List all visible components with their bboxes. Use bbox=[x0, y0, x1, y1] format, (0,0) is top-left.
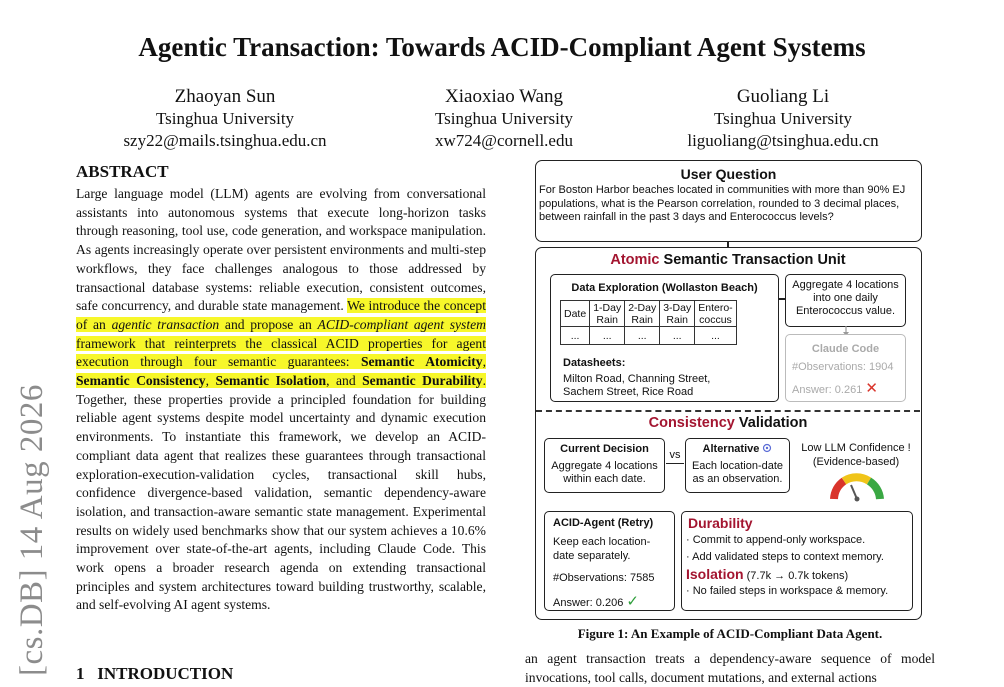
claude-answer: Answer: 0.261 bbox=[792, 384, 863, 396]
consistency-rest: Validation bbox=[734, 415, 808, 431]
table-cell: ... bbox=[590, 327, 625, 345]
table-cell: ... bbox=[625, 327, 660, 345]
author-3 bbox=[653, 86, 913, 152]
atomic-word: Atomic bbox=[610, 252, 660, 268]
current-title: Current Decision bbox=[560, 443, 649, 455]
table-header: 1-Day Rain bbox=[590, 301, 625, 327]
isolation-row bbox=[686, 566, 912, 582]
exploration-title: Data Exploration (Wollaston Beach) bbox=[571, 282, 758, 294]
atomic-title bbox=[536, 252, 920, 268]
isolation-title: Isolation bbox=[686, 566, 744, 582]
isolation-tokens: (7.7k → 0.7k tokens) bbox=[746, 570, 849, 582]
abstract-text bbox=[76, 185, 486, 615]
hl-text: framework that reinterprets the classical ACID properties for agent execution through four semantic guarantees: bbox=[76, 335, 486, 370]
atomic-rest: Semantic Transaction Unit bbox=[659, 252, 846, 268]
confidence-gauge-icon bbox=[829, 472, 885, 502]
section-number: 1 bbox=[76, 664, 85, 683]
intro-heading bbox=[76, 664, 233, 684]
durability-item: · Commit to append-only workspace. bbox=[686, 534, 866, 546]
claude-answer-row bbox=[792, 379, 905, 397]
retry-observations: #Observations: 7585 bbox=[553, 572, 655, 584]
hl-text: , and bbox=[326, 373, 356, 389]
hl-text: . bbox=[482, 373, 486, 389]
hl-text: and propose an bbox=[224, 316, 312, 332]
table-cell: ... bbox=[695, 327, 736, 345]
table-header: Date bbox=[561, 301, 590, 327]
user-question-title: User Question bbox=[680, 166, 777, 182]
user-question-text: For Boston Harbor beaches located in communities with more than 90% EJ populations, what is the Pearson correlation, rounded to 3 decimal places, between rainfall in the past 3 days and Enterococcus levels? bbox=[539, 184, 906, 223]
claude-code-box bbox=[785, 334, 906, 402]
durability-box bbox=[681, 511, 913, 611]
author-1 bbox=[95, 86, 355, 152]
hl-italic: ACID-compliant agent system bbox=[317, 316, 486, 332]
arxiv-stamp: [cs.DB] 14 Aug 2026 bbox=[14, 384, 50, 676]
section-title: INTRODUCTION bbox=[97, 664, 234, 683]
exploration-box bbox=[550, 274, 779, 402]
hl-bold: Semantic Durability bbox=[362, 373, 483, 389]
author-email: xw724@cornell.edu bbox=[435, 131, 573, 150]
alternative-title-row bbox=[686, 443, 789, 456]
author-name: Guoliang Li bbox=[736, 86, 830, 107]
retry-box bbox=[544, 511, 675, 611]
low-confidence: Low LLM Confidence ! bbox=[801, 442, 911, 454]
claude-observations: #Observations: 1904 bbox=[792, 361, 894, 373]
wrong-icon: ✕ bbox=[865, 380, 878, 397]
hl-text: , bbox=[482, 354, 486, 370]
current-text: Aggregate 4 locations within each date. bbox=[551, 460, 658, 485]
confidence-note bbox=[791, 441, 921, 469]
retry-answer: Answer: 0.206 bbox=[553, 597, 624, 609]
author-name: Xiaoxiao Wang bbox=[445, 86, 563, 107]
section-divider bbox=[536, 410, 920, 412]
table-cell: ... bbox=[660, 327, 695, 345]
durability-item: · Add validated steps to context memory. bbox=[686, 551, 884, 563]
hl-text: We introduce the concept of an bbox=[76, 298, 486, 332]
datasheets-label: Datasheets: bbox=[563, 357, 626, 369]
current-decision-box bbox=[544, 438, 665, 493]
vs-label: vs bbox=[669, 449, 681, 461]
evidence-label: (Evidence-based) bbox=[812, 456, 900, 468]
abstract-heading: ABSTRACT bbox=[76, 162, 169, 181]
table-header: Entero- coccus bbox=[695, 301, 736, 327]
alternative-box bbox=[685, 438, 790, 493]
acid-transaction-box bbox=[535, 247, 922, 620]
figure-caption: Figure 1: An Example of ACID-Compliant Data Agent. bbox=[577, 626, 883, 641]
author-2 bbox=[374, 86, 634, 152]
hl-italic: agentic transaction bbox=[111, 316, 220, 332]
hl-bold: Semantic Isolation bbox=[215, 373, 327, 389]
hl-bold: Semantic Consistency bbox=[76, 373, 206, 389]
abstract-part: Large language model (LLM) agents are evolving from conversational assistants into autonomous systems that execute long-horizon tasks through reasoning, tool use, code generation, and workspace manipulation. As agents increasingly operate over persistent environments and multi-step workflows, they face challenges analogous to those addressed by transactional database systems: reliable execution, consistent outcomes, safe concurrency, and durable state management. bbox=[76, 186, 486, 314]
alternative-text: Each location-date as an observation. bbox=[691, 460, 784, 485]
author-affiliation: Tsinghua University bbox=[713, 109, 853, 128]
alternative-title: Alternative bbox=[702, 443, 760, 455]
durability-title: Durability bbox=[688, 515, 753, 531]
abstract-part: Together, these properties provide a principled foundation for building reliable agent systems despite model uncertainty and dynamic execution environments. To instantiate this framework, we develop an ACID-compliant data agent that realizes these guarantees through transactional exploration-execution-validation cycles, transactional skill hubs, confidence divergence-based validation, semantic dependency-aware isolation, and transaction-aware semantic state management. Experimental results on widely used benchmarks show that our system achieves a 10.6% improvement over state-of-the-art agents, including Claude Code. This work opens a broader research agenda on extending transactional principles and system architectures toward building trustworthy, scalable, and self-evolving AI agent systems. bbox=[76, 391, 486, 613]
consistency-word: Consistency bbox=[648, 415, 735, 431]
isolation-item: · No failed steps in workspace & memory. bbox=[686, 585, 889, 597]
connector bbox=[666, 463, 684, 464]
retry-text: Keep each location-date separately. bbox=[553, 536, 651, 562]
retry-title: ACID-Agent (Retry) bbox=[553, 517, 654, 529]
check-icon: ✓ bbox=[626, 593, 639, 610]
author-affiliation: Tsinghua University bbox=[434, 109, 574, 128]
aggregate-box: Aggregate 4 locations into one daily Enterococcus value. bbox=[785, 274, 906, 327]
body-text: an agent transaction treats a dependency-aware sequence of model invocations, tool calls, document mutations, and external actions bbox=[525, 651, 935, 685]
table-header: 3-Day Rain bbox=[660, 301, 695, 327]
datasheets-text: Milton Road, Channing Street, Sachem Street, Rice Road bbox=[563, 373, 711, 398]
hl-text: , bbox=[205, 373, 209, 389]
table-cell: ... bbox=[561, 327, 590, 345]
hl-bold: Semantic Atomicity bbox=[360, 354, 483, 370]
author-email: szy22@mails.tsinghua.edu.cn bbox=[123, 131, 327, 150]
author-name: Zhaoyan Sun bbox=[174, 86, 276, 107]
author-affiliation: Tsinghua University bbox=[155, 109, 295, 128]
sparkle-icon bbox=[762, 443, 772, 453]
author-email: liguoliang@tsinghua.edu.cn bbox=[687, 131, 879, 150]
table-header: 2-Day Rain bbox=[625, 301, 660, 327]
user-question-box bbox=[535, 160, 922, 242]
exploration-table bbox=[560, 300, 737, 345]
paper-title: Agentic Transaction: Towards ACID-Compliant Agent Systems bbox=[138, 32, 866, 62]
retry-answer-row bbox=[553, 592, 674, 610]
consistency-title bbox=[536, 415, 920, 431]
claude-title: Claude Code bbox=[811, 343, 880, 355]
